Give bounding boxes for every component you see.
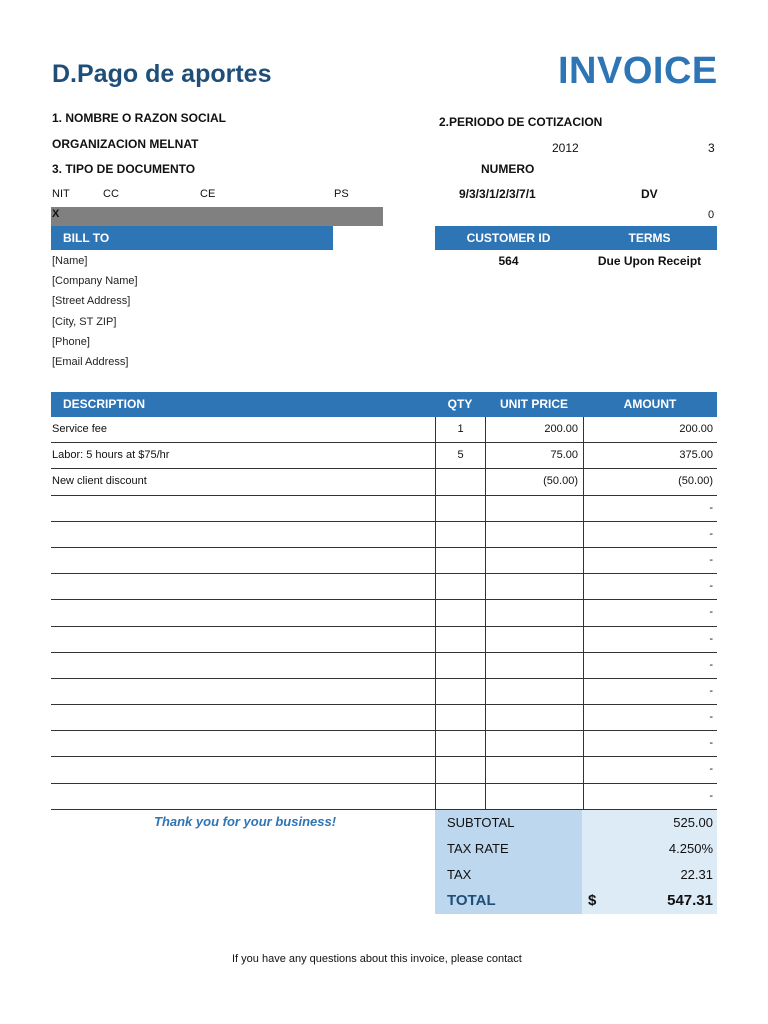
numero-value: 9/3/3/1/2/3/7/1	[459, 187, 536, 201]
cell-description	[51, 600, 435, 625]
cell-unit-price	[485, 653, 583, 678]
cell-unit-price	[485, 496, 583, 521]
table-row	[51, 417, 717, 443]
cell-description	[51, 522, 435, 547]
cell-description	[51, 731, 435, 756]
tax-label: TAX	[435, 862, 582, 888]
cell-qty	[435, 627, 485, 652]
doc-type-ps: PS	[334, 188, 349, 200]
table-row	[51, 653, 717, 679]
cell-qty	[435, 548, 485, 573]
cell-unit-price: 75.00	[485, 443, 583, 468]
footer-note: If you have any questions about this invoice, please contact	[232, 953, 522, 965]
invoice-heading: INVOICE	[558, 50, 718, 92]
dv-value: 0	[708, 209, 715, 221]
cell-description	[51, 627, 435, 652]
items-table	[51, 392, 717, 810]
cell-unit-price	[485, 784, 583, 809]
doc-type-ce: CE	[200, 188, 216, 200]
cell-amount: 200.00	[583, 417, 717, 442]
cell-amount: -	[583, 705, 717, 730]
cell-amount: -	[583, 548, 717, 573]
total-label: TOTAL	[435, 888, 582, 914]
col-unit-price: UNIT PRICE	[499, 397, 568, 411]
selected-mark: X	[52, 208, 60, 220]
cell-amount: -	[583, 522, 717, 547]
dv-label: DV	[641, 187, 658, 201]
table-row	[51, 600, 717, 626]
cell-qty	[435, 574, 485, 599]
thank-you-note: Thank you for your business!	[154, 814, 337, 829]
cell-qty	[435, 496, 485, 521]
cell-amount: -	[583, 627, 717, 652]
bill-to-header: BILL TO	[51, 226, 333, 250]
cell-qty: 5	[435, 443, 485, 468]
organizacion-name: ORGANIZACION MELNAT	[52, 137, 199, 151]
document-title: D.Pago de aportes	[52, 60, 272, 88]
cell-amount: -	[583, 496, 717, 521]
cell-qty: 1	[435, 417, 485, 442]
cell-description	[51, 679, 435, 704]
customer-id-value: 564	[498, 254, 519, 268]
cell-description	[51, 574, 435, 599]
cell-description	[51, 784, 435, 809]
total-value-cell	[582, 888, 717, 914]
cell-description	[51, 757, 435, 782]
col-description: DESCRIPTION	[63, 397, 146, 411]
tax-value: 22.31	[582, 862, 717, 888]
customer-id-header: CUSTOMER ID	[435, 226, 582, 250]
nombre-label: 1. NOMBRE O RAZON SOCIAL	[52, 111, 227, 125]
currency-symbol: $	[588, 892, 597, 909]
cell-qty	[435, 522, 485, 547]
cell-amount: (50.00)	[583, 469, 717, 494]
cell-qty	[435, 653, 485, 678]
table-row	[51, 731, 717, 757]
periodo-label: 2.PERIODO DE COTIZACION	[439, 115, 603, 129]
cell-description	[51, 548, 435, 573]
table-row	[51, 679, 717, 705]
cell-amount: 375.00	[583, 443, 717, 468]
cell-qty	[435, 705, 485, 730]
cell-unit-price	[485, 705, 583, 730]
numero-label: NUMERO	[481, 162, 535, 176]
cell-amount: -	[583, 600, 717, 625]
tax-rate-value: 4.250%	[582, 836, 717, 862]
cell-description: Service fee	[52, 423, 108, 435]
terms-value: Due Upon Receipt	[597, 254, 702, 268]
cell-unit-price: 200.00	[485, 417, 583, 442]
bill-to-street: [Street Address]	[52, 295, 131, 307]
cell-qty	[435, 679, 485, 704]
cell-unit-price	[485, 731, 583, 756]
cell-unit-price	[485, 627, 583, 652]
cell-unit-price	[485, 600, 583, 625]
cell-qty	[435, 757, 485, 782]
col-qty: QTY	[447, 397, 473, 411]
doc-type-nit: NIT	[52, 188, 70, 200]
cell-qty	[435, 731, 485, 756]
bill-to-email: [Email Address]	[52, 356, 129, 368]
cell-unit-price: (50.00)	[485, 469, 583, 494]
table-row	[51, 522, 717, 548]
cell-unit-price	[485, 679, 583, 704]
table-header	[51, 392, 717, 417]
cell-amount: -	[583, 653, 717, 678]
cell-description	[51, 496, 435, 521]
table-row	[51, 757, 717, 783]
subtotal-value: 525.00	[582, 810, 717, 836]
cell-description: New client discount	[52, 475, 147, 488]
selected-doc-bar	[51, 207, 383, 226]
cell-unit-price	[485, 548, 583, 573]
cell-amount: -	[583, 679, 717, 704]
table-row	[51, 469, 717, 495]
bill-to-city: [City, ST ZIP]	[52, 316, 117, 328]
cell-amount: -	[583, 574, 717, 599]
cell-amount: -	[583, 757, 717, 782]
bill-to-phone: [Phone]	[52, 336, 90, 348]
table-row	[51, 705, 717, 731]
cell-qty	[435, 784, 485, 809]
table-row	[51, 496, 717, 522]
table-row	[51, 443, 717, 469]
table-row	[51, 627, 717, 653]
bill-to-company: [Company Name]	[52, 275, 138, 287]
tipo-documento-label: 3. TIPO DE DOCUMENTO	[52, 162, 196, 176]
cell-description	[51, 705, 435, 730]
cell-amount: -	[583, 731, 717, 756]
cell-description	[51, 653, 435, 678]
total-value: 547.31	[667, 892, 713, 909]
periodo-month: 3	[708, 141, 715, 155]
subtotal-label: SUBTOTAL	[435, 810, 582, 836]
table-row	[51, 574, 717, 600]
table-row	[51, 784, 717, 810]
terms-header: TERMS	[582, 226, 717, 250]
doc-type-cc: CC	[103, 188, 119, 200]
cell-description: Labor: 5 hours at $75/hr	[52, 449, 170, 462]
cell-unit-price	[485, 757, 583, 782]
bill-to-name: [Name]	[52, 255, 88, 267]
table-row	[51, 548, 717, 574]
cell-amount: -	[583, 784, 717, 809]
cell-unit-price	[485, 574, 583, 599]
cell-unit-price	[485, 522, 583, 547]
cell-qty	[435, 469, 485, 494]
cell-qty	[435, 600, 485, 625]
periodo-year: 2012	[552, 141, 579, 155]
tax-rate-label: TAX RATE	[435, 836, 582, 862]
col-amount: AMOUNT	[623, 397, 677, 411]
